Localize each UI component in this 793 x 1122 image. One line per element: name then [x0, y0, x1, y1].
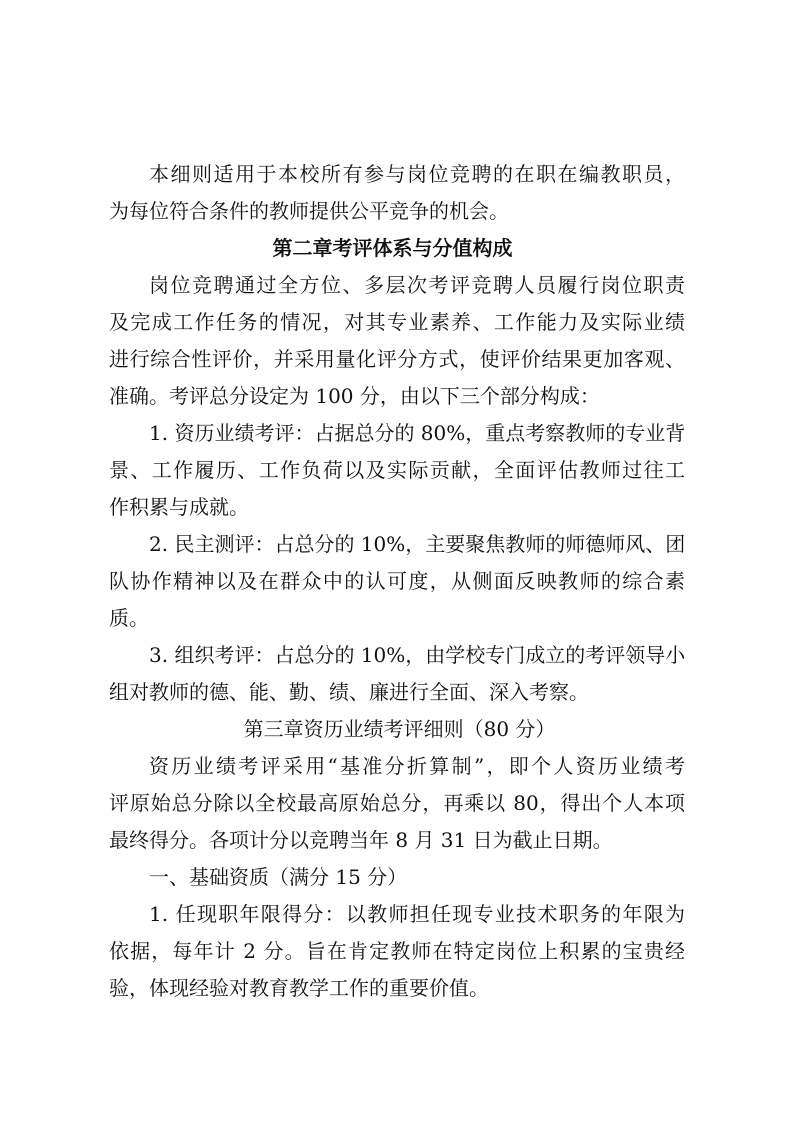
paragraph-line: 2. 民主测评：占总分的 10%，主要聚焦教师的师德师风、团: [149, 532, 686, 556]
paragraph-line: 验，体现经验对教育教学工作的重要价值。: [109, 976, 489, 1000]
chapter-heading-3: 第三章资历业绩考评细则（80 分）: [243, 717, 556, 741]
paragraph-line: 资历业绩考评采用“基准分折算制”，即个人资历业绩考: [149, 754, 685, 778]
paragraph-line: 及完成工作任务的情况，对其专业素养、工作能力及实际业绩: [109, 310, 685, 334]
paragraph-line: 作积累与成就。: [109, 495, 249, 519]
paragraph-line: 队协作精神以及在群众中的认可度，从侧面反映教师的综合素: [109, 569, 685, 593]
paragraph-line: 岗位竞聘通过全方位、多层次考评竞聘人员履行岗位职责: [149, 273, 685, 297]
chapter-heading-2: 第二章考评体系与分值构成: [272, 236, 513, 260]
paragraph-line: 本细则适用于本校所有参与岗位竞聘的在职在编教职员，: [149, 162, 685, 186]
paragraph-line: 评原始总分除以全校最高原始总分，再乘以 80，得出个人本项: [109, 791, 685, 815]
paragraph-line: 景、工作履历、工作负荷以及实际贡献，全面评估教师过往工: [109, 458, 685, 482]
paragraph-line: 准确。考评总分设定为 100 分，由以下三个部分构成：: [109, 384, 600, 408]
paragraph-line: 依据，每年计 2 分。旨在肯定教师在特定岗位上积累的宝贵经: [109, 939, 685, 963]
paragraph-line: 为每位符合条件的教师提供公平竞争的机会。: [109, 199, 509, 223]
paragraph-line: 组对教师的德、能、勤、绩、廉进行全面、深入考察。: [109, 680, 589, 704]
paragraph-line: 最终得分。各项计分以竞聘当年 8 月 31 日为截止日期。: [109, 828, 613, 852]
paragraph-line: 进行综合性评价，并采用量化评分方式，使评价结果更加客观、: [109, 347, 685, 371]
paragraph-line: 质。: [109, 606, 149, 630]
paragraph-line: 1. 任现职年限得分：以教师担任现专业技术职务的年限为: [149, 902, 685, 926]
section-heading: 一、基础资质（满分 15 分）: [149, 865, 408, 889]
paragraph-line: 1. 资历业绩考评：占据总分的 80%，重点考察教师的专业背: [149, 421, 686, 445]
paragraph-line: 3. 组织考评：占总分的 10%，由学校专门成立的考评领导小: [149, 643, 686, 667]
